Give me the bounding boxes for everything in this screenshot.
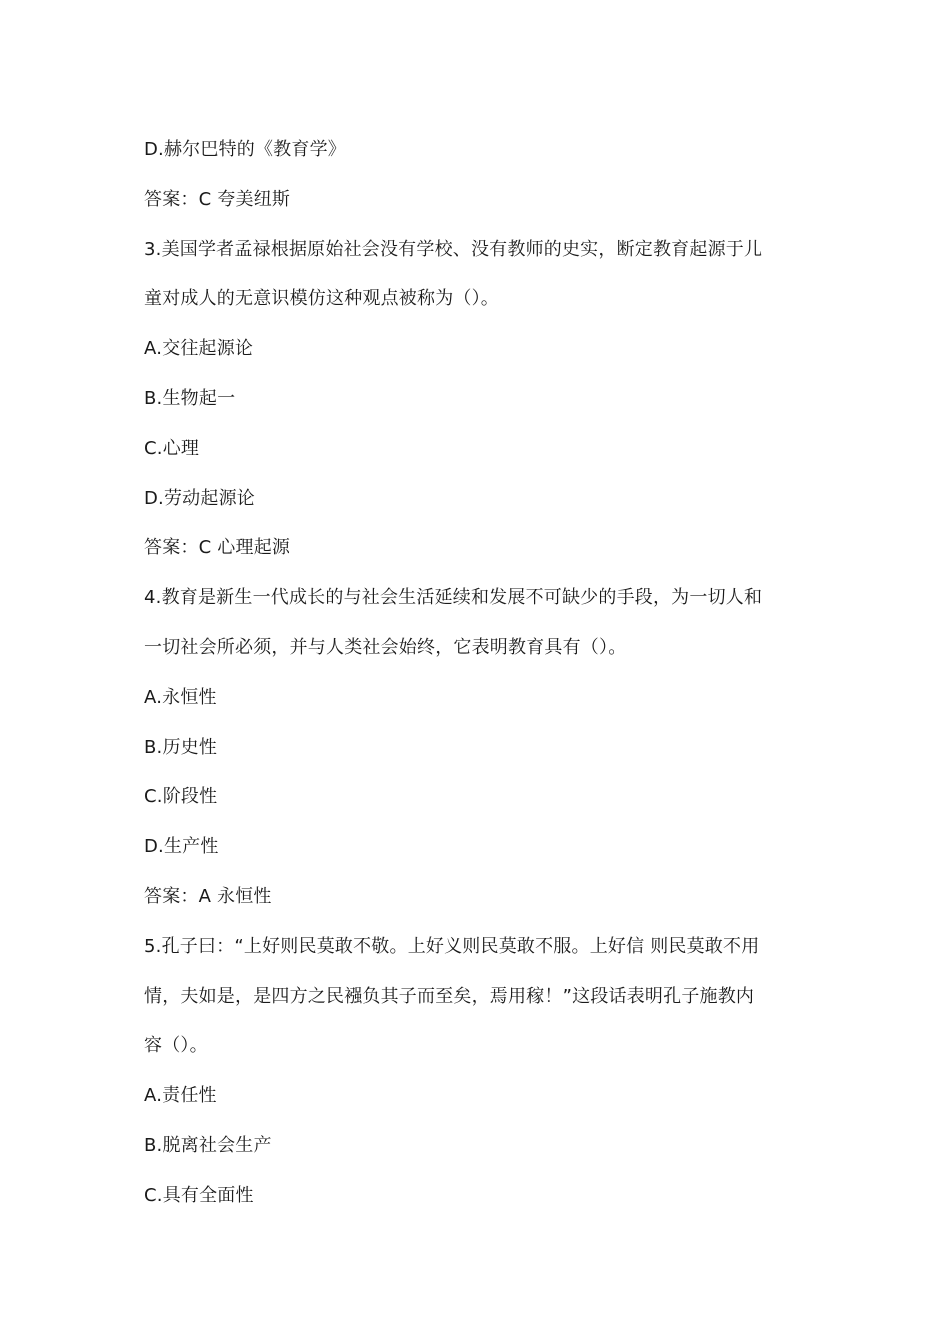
option-d-herbart: D.赫尔巴特的《教育学》 bbox=[144, 139, 346, 160]
question-4-option-a: A.永恒性 bbox=[144, 686, 217, 708]
question-4-option-b: B.历史性 bbox=[144, 736, 218, 758]
question-3-line-1: 3.美国学者孟禄根据原始社会没有学校、没有教师的史实，断定教育起源于儿 bbox=[144, 238, 763, 260]
question-4-line-2: 一切社会所必须，并与人类社会始终，它表明教育具有（）。 bbox=[144, 636, 627, 658]
question-4-line-1: 4.教育是新生一代成长的与社会生活延续和发展不可缺少的手段，为一切人和 bbox=[144, 587, 763, 609]
answer-3: 答案：C 心理起源 bbox=[144, 537, 291, 559]
answer-2: 答案：C 夸美纽斯 bbox=[144, 188, 291, 210]
question-3-option-a: A.交往起源论 bbox=[144, 338, 254, 360]
question-5-option-a: A.责任性 bbox=[144, 1085, 217, 1107]
question-5-line-3: 容（）。 bbox=[144, 1035, 208, 1057]
question-5-line-1: 5.孔子曰：“上好则民莫敢不敬。上好义则民莫敢不服。上好信 则民莫敢不用 bbox=[144, 935, 760, 957]
question-5-option-b: B.脱离社会生产 bbox=[144, 1134, 272, 1156]
question-3-option-c: C.心理 bbox=[144, 437, 200, 459]
answer-4: 答案：A 永恒性 bbox=[144, 885, 272, 907]
question-5-line-2: 情，夫如是，是四方之民襁负其子而至矣，焉用稼！”这段话表明孔子施教内 bbox=[144, 985, 755, 1007]
question-4-option-c: C.阶段性 bbox=[144, 786, 218, 808]
question-3-line-2: 童对成人的无意识模仿这种观点被称为（）。 bbox=[144, 288, 499, 310]
question-4-option-d: D.生产性 bbox=[144, 836, 219, 858]
document-body bbox=[144, 125, 824, 1221]
question-3-option-b: B.生物起一 bbox=[144, 387, 236, 409]
question-5-option-c: C.具有全面性 bbox=[144, 1184, 254, 1206]
question-3-option-d: D.劳动起源论 bbox=[144, 487, 255, 509]
